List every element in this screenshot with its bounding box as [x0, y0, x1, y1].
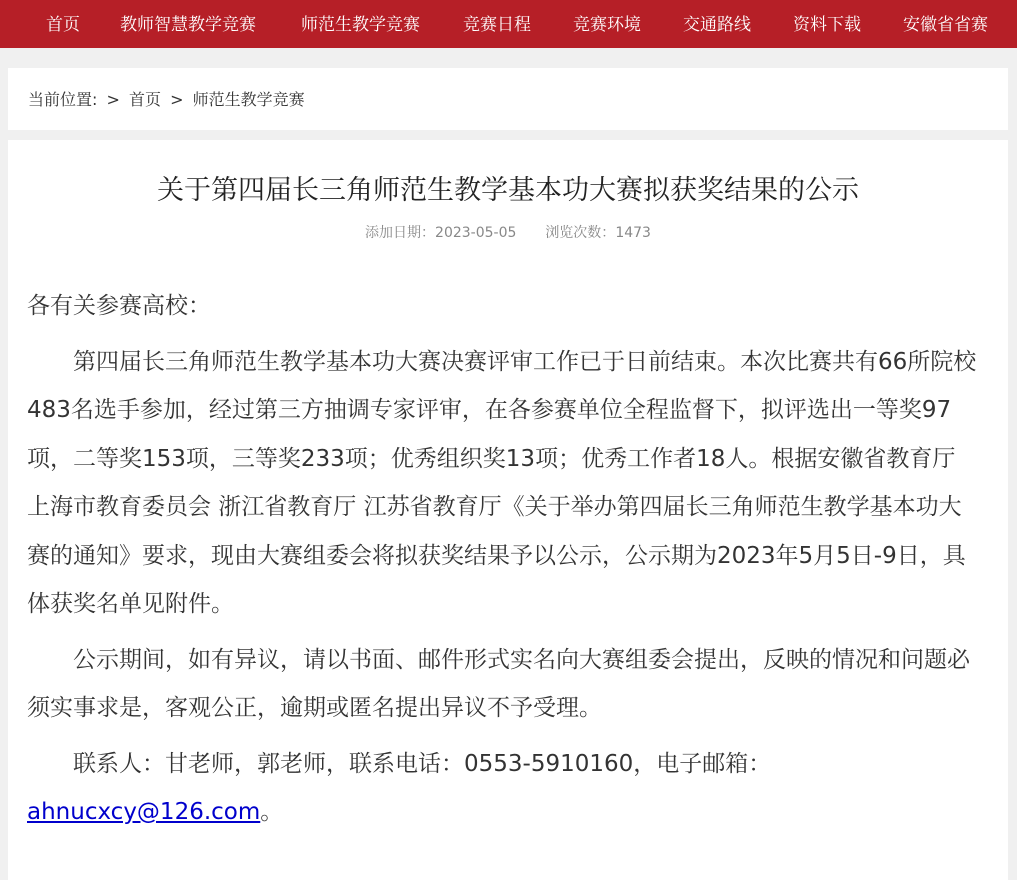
- paragraph-line: 工作者18人。根据安徽省教育厅 上海市教育委员会 浙江省教育厅 江苏省教育厅: [27, 445, 956, 520]
- nav-item-student-contest[interactable]: 师范生教学竞赛: [301, 15, 420, 35]
- paragraph-line: 公示期间，如有异议，请以书面、邮件形式实名向大赛组委会提出，反映的情: [73, 646, 855, 673]
- nav-item-teacher-contest[interactable]: 教师智慧教学竞赛: [120, 15, 256, 35]
- article-meta: [8, 222, 1008, 242]
- nav-item-downloads[interactable]: 资料下载: [793, 15, 861, 35]
- paragraph-line: 拟获奖结果予以公示，公示期为2023年5月5日-9日，具体获奖名单见附件。: [27, 542, 966, 617]
- paragraph-line: 下，拟评选出一等奖97项，二等奖153项，三等奖233项；优秀组织奖13项；优秀: [27, 397, 952, 472]
- paragraph-results: [27, 338, 982, 629]
- article-title: 关于第四届长三角师范生教学基本功大赛拟获奖结果的公示: [157, 175, 859, 206]
- article-body: [27, 282, 982, 844]
- email-link[interactable]: ahnucxcy@126.com: [27, 799, 261, 825]
- article-panel: [8, 140, 1008, 880]
- breadcrumb-separator: >: [106, 90, 120, 109]
- contact-tail: 。: [260, 799, 284, 825]
- breadcrumb-panel: [8, 68, 1008, 130]
- paragraph-line: 况和问题必须实事求是，客观公正，逾期或匿名提出异议不予受理。: [27, 646, 970, 721]
- date-value: 2023-05-05: [435, 225, 517, 241]
- paragraph-line: 第四届长三角师范生教学基本功大赛决赛评审工作已于日前结束。本次比赛共: [73, 348, 855, 375]
- views-value: 1473: [615, 225, 651, 241]
- nav-item-schedule[interactable]: 竞赛日程: [463, 15, 531, 35]
- breadcrumb-current-link[interactable]: 师范生教学竞赛: [192, 90, 305, 109]
- paragraph-contact: [27, 740, 982, 837]
- breadcrumb-label: 当前位置:: [28, 90, 98, 109]
- paragraph-objection: [27, 636, 982, 733]
- nav-item-traffic[interactable]: 交通路线: [683, 15, 751, 35]
- paragraph-line: 《关于举办第四届长三角师范生教学基本功大赛的通知》要求，现由大赛组委会将: [27, 494, 962, 569]
- nav-item-anhui[interactable]: 安徽省省赛: [903, 15, 988, 35]
- date-label: 添加日期：: [365, 225, 436, 241]
- nav-item-home[interactable]: 首页: [46, 15, 80, 35]
- paragraph-line: 有66所院校483名选手参加，经过第三方抽调专家评审，在各参赛单位全程监督: [27, 348, 977, 423]
- breadcrumb-separator: >: [170, 90, 184, 109]
- top-nav: [0, 0, 1017, 48]
- breadcrumb: [28, 68, 305, 132]
- nav-item-environment[interactable]: 竞赛环境: [573, 15, 641, 35]
- salutation: 各有关参赛高校：: [27, 293, 211, 319]
- breadcrumb-home-link[interactable]: 首页: [129, 90, 162, 109]
- views-label: 浏览次数：: [545, 225, 616, 241]
- contact-text: 联系人：甘老师，郭老师，联系电话：0553-5910160，电子邮箱：: [73, 750, 772, 777]
